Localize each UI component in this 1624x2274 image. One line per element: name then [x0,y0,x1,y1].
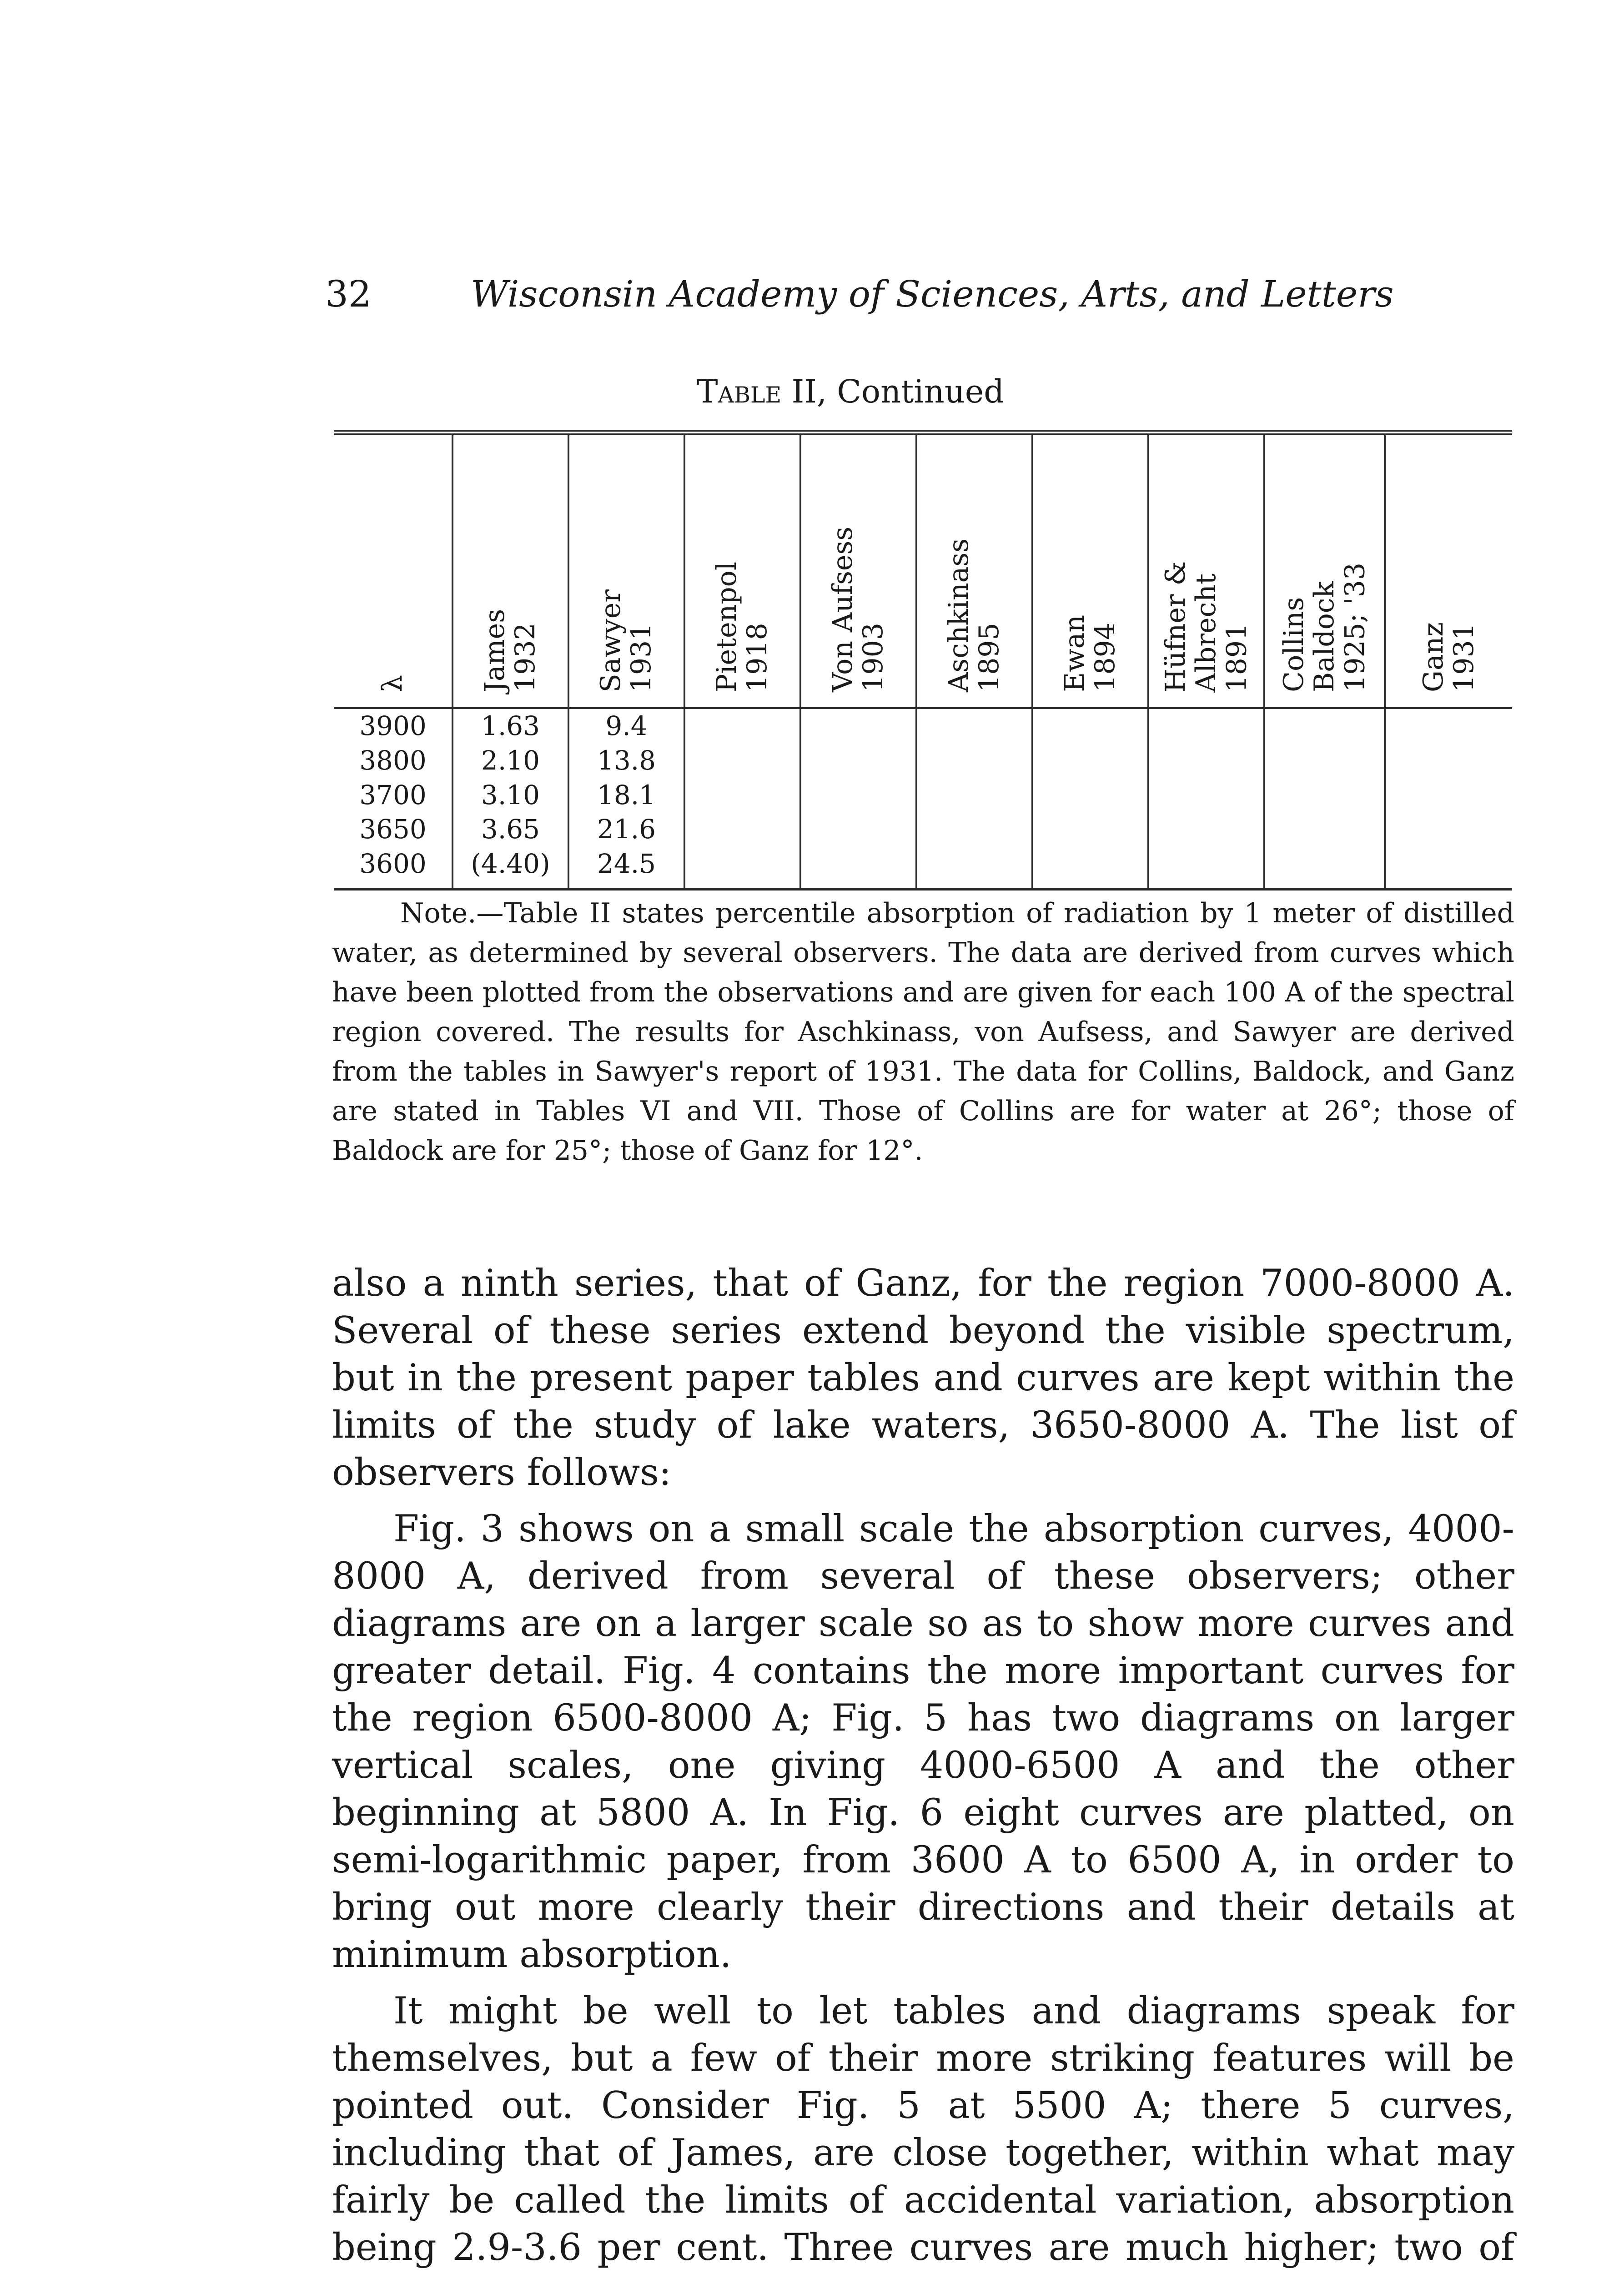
cell-sawyer: 13.8 [568,744,684,778]
cell-james: 1.63 [453,708,568,744]
body-paragraph: also a ninth series, that of Ganz, for the region 7000-8000 A. Several of these series extend beyond the visible spectrum, but in the present paper tables and curves are kept within the limits of the study of lake waters, 3650-8000 A. The list of observers follows: [332,1262,1514,1494]
table-row [334,744,1512,778]
cell-sawyer: 18.1 [568,778,684,813]
column-header-pietenpol: Pietenpol 1918 [684,433,800,708]
cell-sawyer: 24.5 [568,847,684,889]
table-caption [325,373,1376,410]
cell-james: (4.40) [453,847,568,889]
table-caption-prefix: Table [696,373,782,410]
column-header-james: James 1932 [453,433,568,708]
cell-lambda: 3600 [359,848,427,880]
table-note-text: Note.—Table II states percentile absorption of radiation by 1 meter of distilled water, as determined by several observers. The data are derived from curves which have been plotted from the observations and are given for each 100 A of the spectral region covered. The results for Aschkinass, von Aufsess, and Sawyer are derived from the tables in Sawyer's report of 1931. The data for Collins, Baldock, and Ganz are stated in Tables VI and VII. Those of Collins are for water at 26°; those of Baldock are for 25°; those of Ganz for 12°. [332,897,1514,1167]
table-row [334,812,1512,847]
running-title: Wisconsin Academy of Sciences, Arts, and Letters [471,273,1394,315]
page-number: 32 [325,273,372,315]
column-header-aschkinass: Aschkinass 1895 [916,433,1032,708]
table-caption-rest: II, Continued [781,373,1005,410]
column-header-von-aufsess: Von Aufsess 1903 [800,433,916,708]
column-header-sawyer: Sawyer 1931 [568,433,684,708]
cell-lambda: 3650 [359,814,427,845]
cell-sawyer: 9.4 [568,708,684,744]
column-header-collins-baldock: Collins Baldock 1925; '33 [1264,433,1385,708]
cell-sawyer: 21.6 [568,812,684,847]
cell-lambda: 3700 [359,779,427,810]
table-row [334,847,1512,889]
cell-lambda: 3800 [359,745,427,776]
body-paragraph: Fig. 3 shows on a small scale the absorption curves, 4000-8000 A, derived from several of these observers; other diagrams are on a larger scale so as to show more curves and greater detail. Fig. 4 contains the more important curves for the region 6500-8000 A; Fig. 5 has two diagrams on larger vertical scales, one giving 4000-6500 A and the other beginning at 5800 A. In Fig. 6 eight curves are platted, on semi-logarithmic paper, from 3600 A to 6500 A, in order to bring out more clearly their directions and their details at minimum absorption. [332,1508,1514,1976]
body-paragraph: It might be well to let tables and diagrams speak for themselves, but a few of their more striking features will be pointed out. Consider Fig. 5 at 5500 A; there 5 curves, including that of James, are close together, within what may fairly be called the limits of accidental variation, absorption being 2.9-3.6 per cent. Three curves are much higher; two of [332,1990,1514,2269]
table-row [334,778,1512,813]
cell-james: 3.65 [453,812,568,847]
cell-james: 2.10 [453,744,568,778]
body-text [332,1260,1514,2274]
table-row [334,708,1512,744]
column-header-ewan: Ewan 1894 [1032,433,1148,708]
cell-james: 3.10 [453,778,568,813]
column-header-hufner-albrecht: Hüfner & Albrecht 1891 [1148,433,1264,708]
table-header-row [334,433,1512,708]
cell-lambda: 3900 [359,710,427,741]
table-note [332,894,1514,1171]
column-header-lambda: λ [334,433,453,708]
page-header [325,273,1394,327]
absorption-table [334,430,1512,890]
column-header-ganz: Ganz 1931 [1385,433,1512,708]
